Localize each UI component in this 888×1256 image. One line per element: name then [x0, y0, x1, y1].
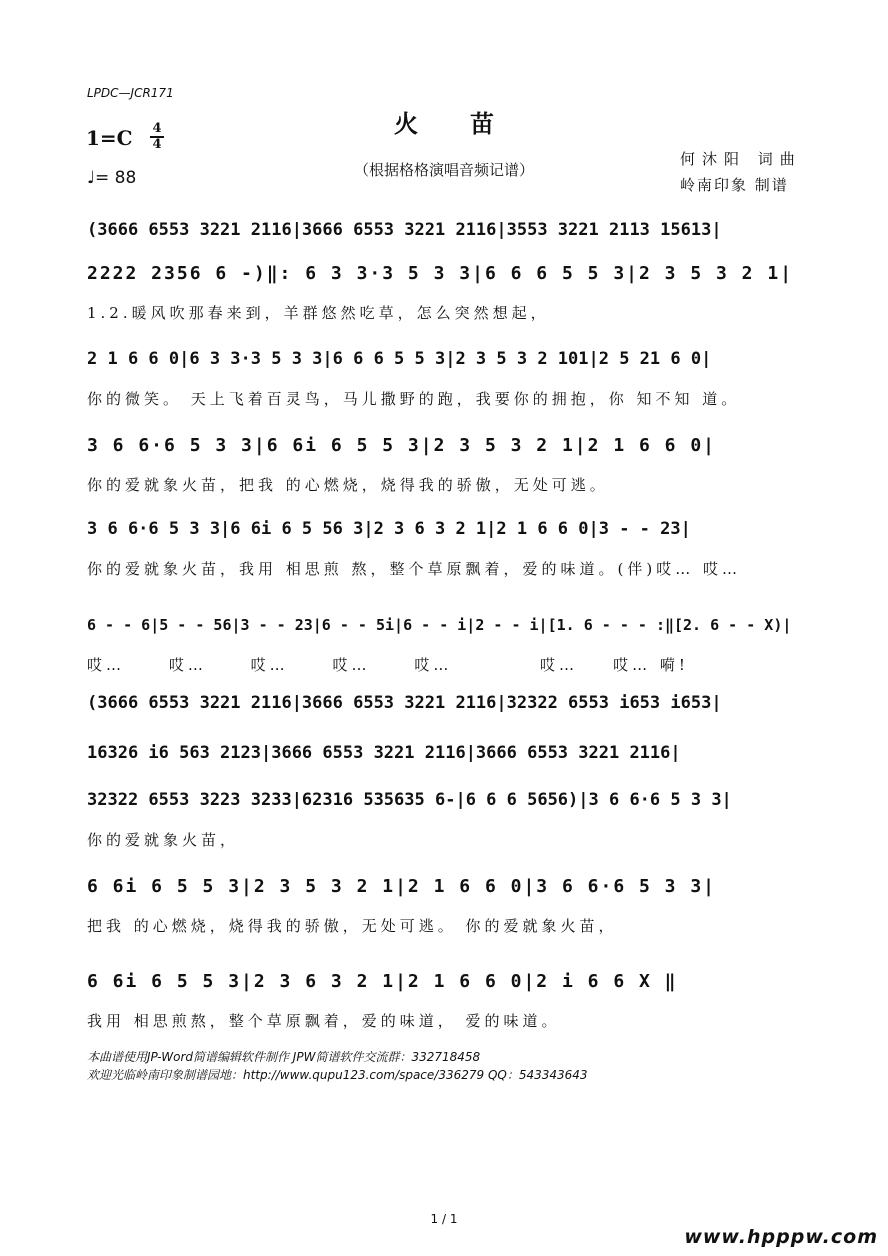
- notation-row: (3666 6553 3221 2116|3666 6553 3221 2116|32322 6553 i653 i653|: [87, 693, 722, 713]
- notation-row: 6 6i 6 5 5 3|2 3 6 3 2 1|2 1 6 6 0|2 i 6 6 X ‖: [87, 970, 678, 992]
- composer-credit: 何沐阳 词曲: [680, 150, 802, 168]
- lyric-row: 1.2.暖风吹那春来到，羊群悠然吃草，怎么突然想起，: [87, 304, 550, 322]
- notation-row: 2 1 6 6 0|6 3 3·3 5 3 3|6 6 6 5 5 3|2 3 5 3 2 101|2 5 21 6 0|: [87, 349, 712, 369]
- notation-row: 6 6i 6 5 5 3|2 3 5 3 2 1|2 1 6 6 0|3 6 6·6 5 3 3|: [87, 875, 717, 897]
- notation-row: 32322 6553 3223 3233|62316 535635 6-|6 6 6 5656)|3 6 6·6 5 3 3|: [87, 790, 732, 810]
- subtitle: （根据格格演唱音频记谱）: [353, 161, 534, 179]
- tempo-mark: ♩= 88: [87, 168, 137, 188]
- lyric-row: 你的爱就象火苗，把我 的心燃烧，烧得我的骄傲，无处可逃。: [87, 476, 609, 494]
- notation-row: 6 - - 6|5 - - 56|3 - - 23|6 - - 5i|6 - - i|2 - - i|[1. 6 - - - :‖[2. 6 - - X)|: [87, 616, 792, 634]
- key-signature: 1=C: [86, 126, 133, 150]
- lyric-row: 你的微笑。 天上飞着百灵鸟，马儿撒野的跑，我要你的拥抱，你 知不知 道。: [87, 390, 741, 408]
- page-number: 1 / 1: [430, 1212, 458, 1226]
- lyric-row: 哎… 哎… 哎… 哎… 哎… 哎… 哎… 嗬!: [87, 656, 689, 674]
- time-signature: [150, 122, 164, 152]
- notation-row: (3666 6553 3221 2116|3666 6553 3221 2116|3553 3221 2113 15613|: [87, 220, 722, 240]
- notation-row: 3 6 6·6 5 3 3|6 6i 6 5 56 3|2 3 6 3 2 1|2 1 6 6 0|3 - - 23|: [87, 519, 691, 539]
- footer-line-1: 本曲谱使用JP-Word简谱编辑软件制作 JPW简谱软件交流群：332718458: [87, 1050, 481, 1064]
- lyric-row: 我用 相思煎熬，整个草原飘着，爱的味道， 爱的味道。: [87, 1012, 561, 1030]
- lyric-row: 你的爱就象火苗，我用 相思煎 熬，整个草原飘着，爱的味道。(伴)哎… 哎…: [87, 560, 742, 578]
- song-title: 火苗: [394, 109, 546, 138]
- notation-row: 2222 2356 6 -)‖: 6 3 3·3 5 3 3|6 6 6 5 5 3|2 3 5 3 2 1|: [87, 262, 794, 284]
- lyric-row: 你的爱就象火苗，: [87, 831, 240, 849]
- arranger-credit: 岭南印象 制谱: [680, 176, 789, 194]
- notation-row: 16326 i6 563 2123|3666 6553 3221 2116|3666 6553 3221 2116|: [87, 743, 681, 763]
- site-watermark: www.hpppw.com: [684, 1226, 878, 1248]
- notation-row: 3 6 6·6 5 3 3|6 6i 6 5 5 3|2 3 5 3 2 1|2 1 6 6 0|: [87, 434, 717, 456]
- catalog-id: LPDC—JCR171: [87, 86, 174, 100]
- time-sig-bottom: 4: [152, 137, 162, 152]
- lyric-row: 把我 的心燃烧，烧得我的骄傲，无处可逃。 你的爱就象火苗，: [87, 917, 618, 935]
- footer-line-2: 欢迎光临岭南印象制谱园地：http://www.qupu123.com/space/336279 QQ：543343643: [87, 1068, 588, 1082]
- time-sig-top: 4: [152, 121, 162, 136]
